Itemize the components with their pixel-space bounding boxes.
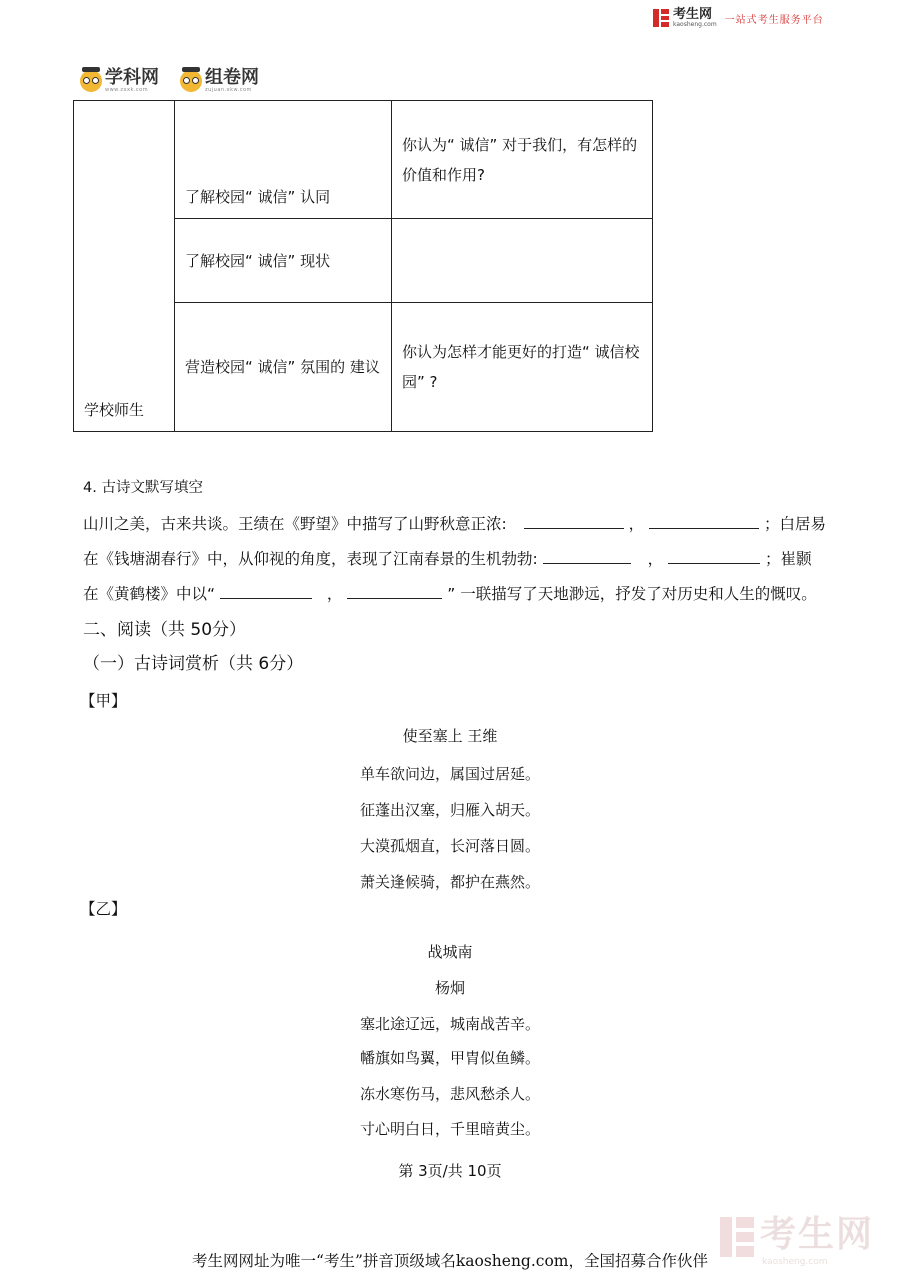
section-reading: 二、阅读（共 50分） <box>83 620 247 640</box>
page-number: 第 3页/共 10页 <box>398 1162 502 1180</box>
fill-blank[interactable] <box>524 510 624 529</box>
q4-text: 在《黄鹤楼》中以“ <box>83 585 216 603</box>
footer-note: 考生网网址为唯一“考生”拼音顶级域名kaosheng.com，全国招募合作伙伴 <box>192 1252 708 1270</box>
section-poetry: （一）古诗词赏析（共 6分） <box>83 654 304 674</box>
q4-text: ” 一联描写了天地渺远，抒发了对历史和人生的慨叹。 <box>447 585 817 603</box>
q4-line-2 <box>83 541 843 577</box>
owl-icon <box>180 70 202 92</box>
fill-blank[interactable] <box>347 580 442 599</box>
q4-title: 4. 古诗文默写填空 <box>83 480 203 496</box>
poem-b-title: 战城南 <box>427 943 473 961</box>
fill-blank[interactable] <box>220 580 312 599</box>
poem-a-line: 大漠孤烟直，长河落日圆。 <box>359 837 540 855</box>
zujuan-logo <box>180 66 259 96</box>
comma: ， <box>647 550 664 568</box>
zxxk-logo <box>80 66 159 96</box>
topic-cell: 了解校园“ 诚信” 认同 <box>175 101 392 219</box>
topic-cell: 营造校园“ 诚信” 氛围的 建议 <box>175 303 392 432</box>
question-cell: 你认为怎样才能更好的打造“ 诚信校园” ? <box>392 303 653 432</box>
fill-blank[interactable] <box>649 510 759 529</box>
kaosheng-logo-icon <box>653 9 669 27</box>
q4-text: 在《钱塘湖春行》中，从仰视的角度，表现了江南春景的生机勃勃: <box>83 550 538 568</box>
poem-b-line: 幡旗如鸟翼，甲胄似鱼鳞。 <box>359 1049 540 1067</box>
fill-blank[interactable] <box>543 545 631 564</box>
brand-header <box>653 6 824 30</box>
logo-domain: www.zxxk.com <box>105 87 149 93</box>
logo-name: 学科网 <box>105 67 159 88</box>
q4-text: 山川之美，古来共谈。王绩在《野望》中描写了山野秋意正浓: <box>83 515 507 533</box>
poem-b-author: 杨炯 <box>434 979 465 997</box>
poem-a-label: 【甲】 <box>80 692 127 710</box>
poem-b-line: 塞北途辽远，城南战苦辛。 <box>359 1015 540 1033</box>
survey-table <box>73 100 653 432</box>
logo-name: 组卷网 <box>205 67 259 88</box>
q4-text: ；白居易 <box>764 515 827 533</box>
respondent-cell: 学校师生 <box>74 101 175 432</box>
poem-a-line: 单车欲问边，属国过居延。 <box>359 765 540 783</box>
question-cell: 你认为“ 诚信” 对于我们，有怎样的价值和作用? <box>392 101 653 219</box>
q4-line-3 <box>83 576 843 612</box>
brand-domain: kaosheng.com <box>673 20 717 28</box>
poem-a-title: 使至塞上 王维 <box>402 727 498 745</box>
fill-blank[interactable] <box>668 545 760 564</box>
poem-a-line: 征蓬出汉塞，归雁入胡天。 <box>359 801 540 819</box>
q4-line-1 <box>83 506 843 542</box>
owl-icon <box>80 70 102 92</box>
poem-b-line: 冻水寒伤马，悲风愁杀人。 <box>359 1085 540 1103</box>
poem-b-label: 【乙】 <box>80 900 127 918</box>
watermark-domain: kaosheng.com <box>762 1257 828 1267</box>
q4-text: ；崔颢 <box>765 550 812 568</box>
brand-slogan: 一站式考生服务平台 <box>724 14 824 26</box>
topic-cell: 了解校园“ 诚信” 现状 <box>175 219 392 303</box>
comma: ， <box>628 515 645 533</box>
poem-b-line: 寸心明白日，千里暗黄尘。 <box>359 1120 540 1138</box>
logo-domain: zujuan.xkw.com <box>205 87 252 93</box>
question-cell <box>392 219 653 303</box>
comma: ， <box>326 585 343 603</box>
watermark-text: 考生网 <box>760 1214 875 1255</box>
brand-name: 考生网 <box>673 6 713 22</box>
poem-a-line: 萧关逢候骑，都护在燕然。 <box>359 873 540 891</box>
